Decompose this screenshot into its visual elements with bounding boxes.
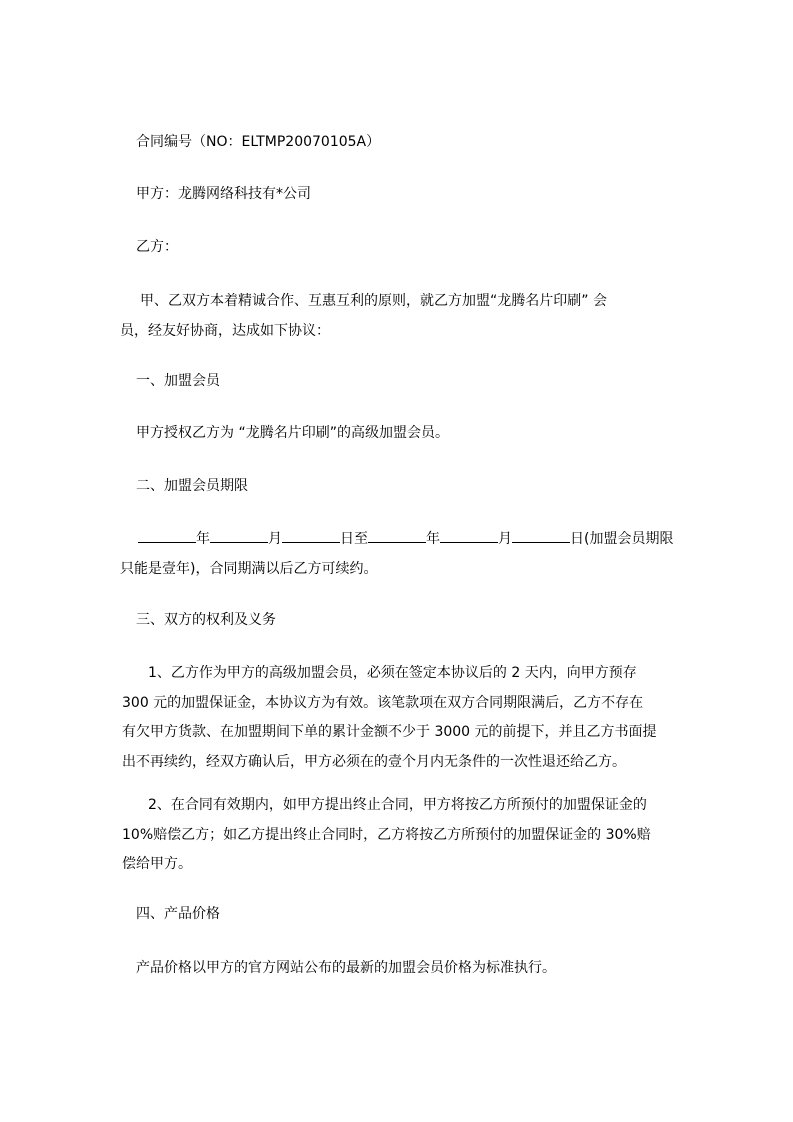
- term-line-2: 只能是壹年)，合同期满以后乙方可续约。: [120, 560, 378, 577]
- item-2-line-1: 2、在合同有效期内，如甲方提出终止合同，甲方将按乙方所预付的加盟保证金的: [148, 797, 647, 813]
- intro-paragraph: [110, 287, 700, 346]
- intro-line-2: 员，经友好协商，达成如下协议：: [120, 322, 330, 339]
- section-3-heading: 三、双方的权利及义务: [136, 612, 276, 628]
- end-year-label: 年: [426, 531, 440, 547]
- section-2-heading: 二、加盟会员期限: [136, 478, 248, 494]
- item-2-line-3: 偿给甲方。: [122, 856, 192, 872]
- item-1-line-2: 300 元的加盟保证金，本协议方为有效。该笔款项在双方合同期限满后，乙方不存在: [122, 694, 644, 711]
- party-b: 乙方：: [136, 239, 178, 255]
- term-paragraph: [110, 525, 700, 584]
- start-day-label: 日至: [340, 531, 368, 547]
- section-4-heading: 四、产品价格: [136, 906, 220, 922]
- start-day-blank[interactable]: [282, 528, 340, 543]
- section-3-item-2: [110, 791, 700, 880]
- end-month-blank[interactable]: [440, 528, 498, 543]
- start-year-label: 年: [196, 531, 210, 547]
- start-year-blank[interactable]: [138, 528, 196, 543]
- section-1-heading: 一、加盟会员: [136, 373, 220, 389]
- end-day-label: 日(加盟会员期限: [570, 531, 674, 547]
- section-3-item-1: [110, 659, 700, 777]
- start-month-label: 月: [268, 531, 282, 547]
- item-2-line-2: 10%赔偿乙方；如乙方提出终止合同时，乙方将按乙方所预付的加盟保证金的 30%赔: [122, 826, 651, 843]
- start-month-blank[interactable]: [210, 528, 268, 543]
- end-month-label: 月: [498, 531, 512, 547]
- party-a: 甲方：龙腾网络科技有*公司: [136, 186, 311, 202]
- contract-number: 合同编号（NO：ELTMP20070105A）: [136, 134, 381, 150]
- item-1-line-3: 有欠甲方货款、在加盟期间下单的累计金额不少于 3000 元的前提下，并且乙方书面提: [122, 724, 657, 740]
- item-1-line-4: 出不再续约，经双方确认后，甲方必须在的壹个月内无条件的一次性退还给乙方。: [122, 753, 626, 770]
- end-day-blank[interactable]: [512, 528, 570, 543]
- section-1-body: 甲方授权乙方为 “龙腾名片印刷”的高级加盟会员。: [136, 425, 449, 441]
- item-1-line-1: 1、乙方作为甲方的高级加盟会员，必须在签定本协议后的 2 天内，向甲方预存: [148, 665, 637, 681]
- term-line-1: [110, 525, 700, 555]
- intro-line-1: 甲、乙双方本着精诚合作、互惠互利的原则，就乙方加盟“龙腾名片印刷” 会: [140, 293, 607, 309]
- section-4-body: 产品价格以甲方的官方网站公布的最新的加盟会员价格为标准执行。: [136, 960, 556, 976]
- end-year-blank[interactable]: [368, 528, 426, 543]
